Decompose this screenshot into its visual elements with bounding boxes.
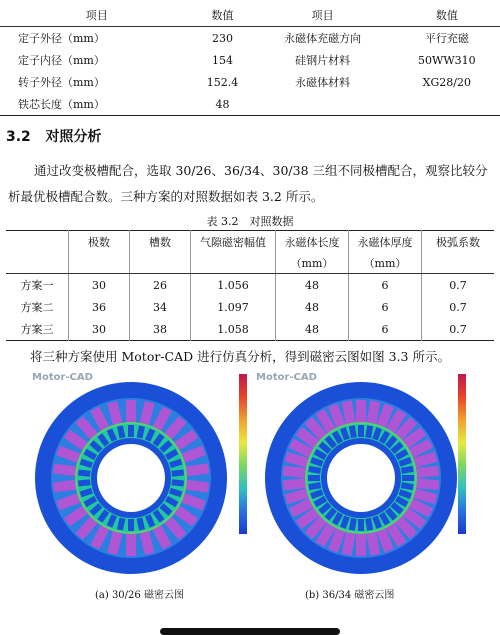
table-cell: 230 xyxy=(212,31,234,45)
color-scale-bar xyxy=(239,374,247,534)
flux-density-figure-b xyxy=(250,368,485,578)
stator-slot xyxy=(416,478,439,490)
stator-slot xyxy=(356,400,366,422)
table-cell: 6 xyxy=(349,318,422,341)
table-header-cell: 数值 xyxy=(194,4,252,27)
rotor-magnet xyxy=(171,479,184,486)
table-cell: 方案一 xyxy=(20,279,54,292)
table-cell: 1.056 xyxy=(191,274,276,297)
table-cell: 定子外径（mm） xyxy=(18,32,105,45)
rotor-magnet xyxy=(78,479,91,486)
table-cell: 0.7 xyxy=(422,296,495,318)
rotor-magnet xyxy=(78,469,91,476)
table-header-cell: 永磁体厚度 xyxy=(349,231,422,254)
table-cell: XG28/20 xyxy=(422,75,471,89)
table-header-cell: 数值 xyxy=(394,4,500,27)
table-header-cell xyxy=(6,231,69,254)
flux-density-plot xyxy=(250,378,472,578)
figure-caption-a: (a) 30/26 磁密云图 xyxy=(95,590,184,601)
table-unit-cell xyxy=(422,253,495,274)
table-cell: 48 xyxy=(276,318,349,341)
home-indicator xyxy=(160,628,340,635)
color-scale-bar xyxy=(458,374,466,534)
table-header-row xyxy=(0,4,500,27)
table-cell: 154 xyxy=(212,53,234,67)
stator-slot xyxy=(283,478,306,490)
table-cell: 永磁体材料 xyxy=(295,76,351,89)
table-cell: 转子外径（mm） xyxy=(18,76,105,89)
table-cell: 152.4 xyxy=(206,75,239,89)
table-cell: 铁芯长度（mm） xyxy=(0,93,194,116)
stator-slot xyxy=(416,466,439,478)
table-cell: 0.7 xyxy=(422,318,495,341)
flux-density-plot xyxy=(20,378,242,578)
section-number: 3.2 xyxy=(6,129,31,145)
table-cell xyxy=(252,93,394,116)
table-cell: 1.058 xyxy=(191,318,276,341)
section-title: 对照分析 xyxy=(45,129,102,145)
shaft-bore xyxy=(97,444,165,512)
table-cell: 30 xyxy=(69,274,130,297)
stator-slot xyxy=(283,466,306,478)
table-unit-cell xyxy=(191,253,276,274)
table-cell: 永磁体充磁方向 xyxy=(284,32,362,45)
table-cell: 定子内径（mm） xyxy=(18,54,105,67)
section-heading xyxy=(6,126,101,146)
table-cell: 1.097 xyxy=(191,296,276,318)
stator-slot xyxy=(126,534,136,556)
table-header-cell: 极数 xyxy=(69,231,130,254)
table-row xyxy=(0,49,500,71)
table-cell: 30 xyxy=(69,318,130,341)
table-row xyxy=(0,27,500,50)
table-cell xyxy=(394,93,500,116)
shaft-bore xyxy=(327,444,395,512)
table-header-cell: 项目 xyxy=(252,4,394,27)
figure-caption-b: (b) 36/34 磁密云图 xyxy=(305,590,395,601)
table-unit-row xyxy=(6,253,494,274)
rotor-magnet xyxy=(358,519,364,531)
table-row xyxy=(6,318,494,341)
table-cell: 48 xyxy=(276,274,349,297)
table-unit-cell xyxy=(6,253,69,274)
table-cell: 36 xyxy=(69,296,130,318)
body-paragraph: 将三种方案使用 Motor-CAD 进行仿真分析，得到磁密云图如图 3.3 所示。 xyxy=(30,349,450,364)
stator-slot xyxy=(356,534,366,556)
motorcad-watermark: Motor-CAD xyxy=(32,372,93,383)
comparison-table xyxy=(6,230,494,341)
table-cell: 48 xyxy=(276,296,349,318)
table-row xyxy=(0,93,500,116)
table-cell: 26 xyxy=(130,274,191,297)
flux-density-figure-a xyxy=(14,368,249,578)
table-header-cell: 项目 xyxy=(0,4,194,27)
table-row xyxy=(0,71,500,93)
table-cell: 34 xyxy=(130,296,191,318)
motorcad-watermark: Motor-CAD xyxy=(256,372,317,383)
table-cell: 50WW310 xyxy=(418,53,476,67)
table-cell: 6 xyxy=(349,274,422,297)
table-cell: 平行充磁 xyxy=(424,32,469,45)
table-header-cell: 气隙磁密幅值 xyxy=(191,231,276,254)
table-cell: 6 xyxy=(349,296,422,318)
table-cell: 48 xyxy=(194,93,252,116)
table-cell: 方案二 xyxy=(20,301,54,314)
rotor-magnet xyxy=(128,425,134,437)
table-unit-cell: （mm） xyxy=(349,253,422,274)
rotor-magnet xyxy=(358,425,364,437)
table-cell: 0.7 xyxy=(422,274,495,297)
table-header-cell: 槽数 xyxy=(130,231,191,254)
stator-slot xyxy=(126,400,136,422)
rotor-magnet xyxy=(308,475,320,481)
table-caption: 表 3.2 对照数据 xyxy=(206,215,294,228)
table-unit-cell xyxy=(130,253,191,274)
rotor-magnet xyxy=(171,469,184,476)
table-unit-cell: （mm） xyxy=(276,253,349,274)
motor-cross-section xyxy=(265,382,457,574)
rotor-magnet xyxy=(402,475,414,481)
table-row xyxy=(6,296,494,318)
table-header-row xyxy=(6,231,494,254)
motor-cross-section xyxy=(35,382,227,574)
rotor-magnet xyxy=(128,519,134,531)
table-unit-cell xyxy=(69,253,130,274)
motor-parameter-table xyxy=(0,4,500,116)
table-row xyxy=(6,274,494,297)
table-header-cell: 永磁体长度 xyxy=(276,231,349,254)
body-paragraph: 通过改变极槽配合，选取 30/26、36/34、30/38 三组不同极槽配合，观察比较分析最优极槽配合数。三种方案的对照数据如表 3.2 所示。 xyxy=(8,163,488,204)
table-header-cell: 极弧系数 xyxy=(422,231,495,254)
table-cell: 方案三 xyxy=(20,323,54,336)
table-cell: 硅钢片材料 xyxy=(295,54,351,67)
table-cell: 38 xyxy=(130,318,191,341)
